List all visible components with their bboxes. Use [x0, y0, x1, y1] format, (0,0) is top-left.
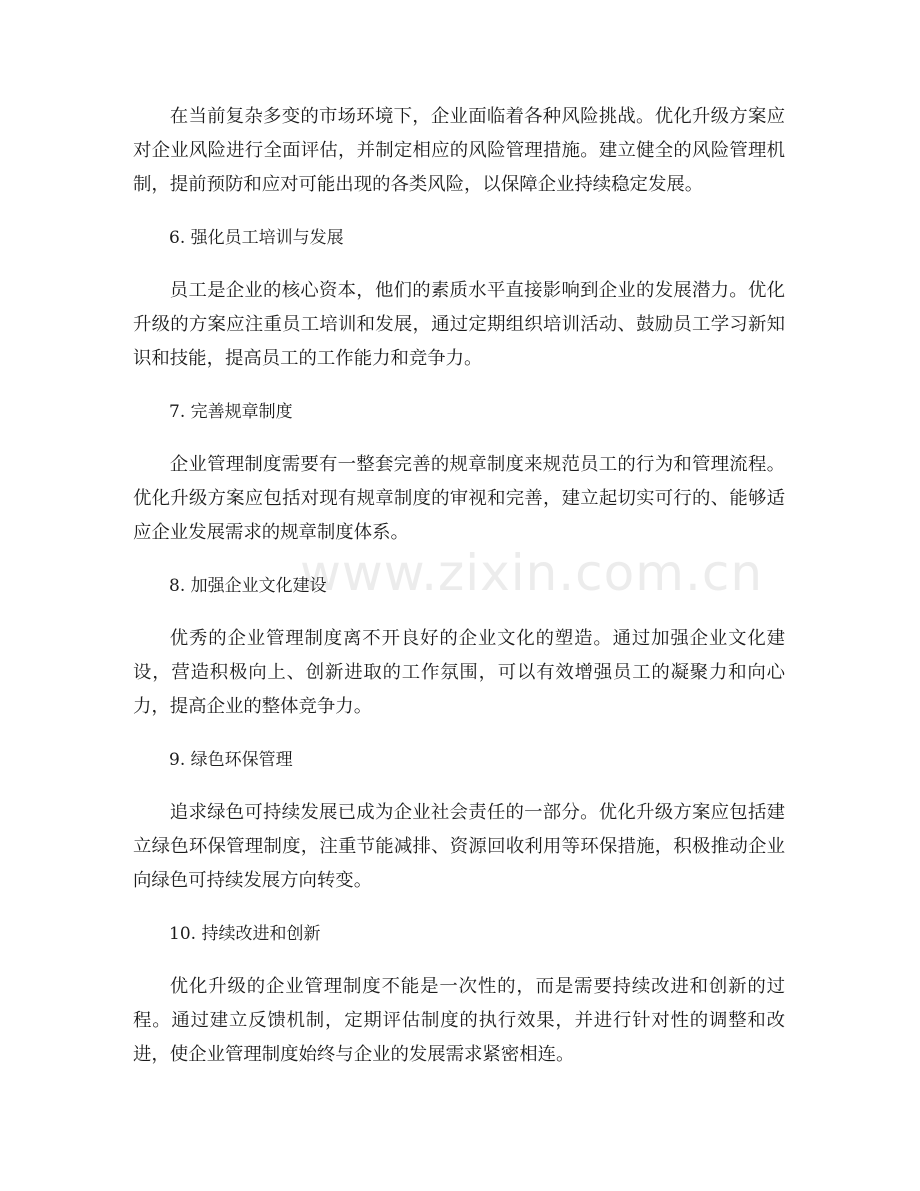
watermark: www.zixin.com.cn [300, 544, 764, 602]
section-heading: 6. 强化员工培训与发展 [169, 228, 344, 248]
section-heading: 7. 完善规章制度 [169, 402, 293, 422]
section-8 [133, 569, 785, 743]
section-heading: 9. 绿色环保管理 [169, 750, 293, 770]
section-body: 员工是企业的核心资本，他们的素质水平直接影响到企业的发展潜力。优化升级的方案应注重员工培训和发展，通过定期组织培训活动、鼓励员工学习新知识和技能，提高员工的工作能力和竞争力。 [133, 280, 785, 369]
section-body: 企业管理制度需要有一整套完善的规章制度来规范员工的行为和管理流程。优化升级方案应包括对现有规章制度的审视和完善，建立起切实可行的、能够适应企业发展需求的规章制度体系。 [133, 454, 785, 543]
section-6 [133, 221, 785, 395]
section-9 [133, 743, 785, 917]
intro-paragraph: 在当前复杂多变的市场环境下，企业面临着各种风险挑战。优化升级方案应对企业风险进行全面评估，并制定相应的风险管理措施。建立健全的风险管理机制，提前预防和应对可能出现的各类风险，以保障企业持续稳定发展。 [133, 106, 785, 195]
section-7 [133, 395, 785, 569]
section-body: 优秀的企业管理制度离不开良好的企业文化的塑造。通过加强企业文化建设，营造积极向上、创新进取的工作氛围，可以有效增强员工的凝聚力和向心力，提高企业的整体竞争力。 [133, 628, 785, 717]
section-10 [133, 917, 785, 1072]
section-heading: 10. 持续改进和创新 [169, 924, 321, 944]
document-page [133, 100, 785, 1072]
section-body: 优化升级的企业管理制度不能是一次性的，而是需要持续改进和创新的过程。通过建立反馈机制，定期评估制度的执行效果，并进行针对性的调整和改进，使企业管理制度始终与企业的发展需求紧密相连。 [133, 976, 785, 1065]
section-heading: 8. 加强企业文化建设 [169, 576, 327, 596]
section-body: 追求绿色可持续发展已成为企业社会责任的一部分。优化升级方案应包括建立绿色环保管理制度，注重节能减排、资源回收利用等环保措施，积极推动企业向绿色可持续发展方向转变。 [133, 802, 785, 891]
